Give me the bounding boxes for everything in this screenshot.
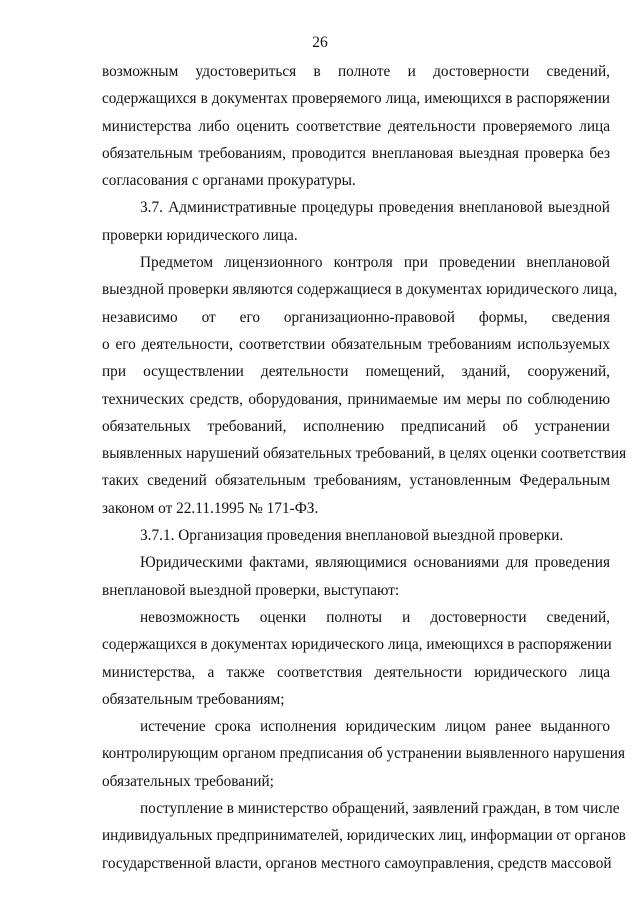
- paragraph-p4: [102, 522, 610, 549]
- text-line: государственной власти, органов местного самоуправления, средств массовой: [102, 854, 612, 872]
- text-line: законом от 22.11.1995 № 171-ФЗ.: [102, 499, 319, 517]
- text-line: истечение срока исполнения юридическим лицом ранее выданного: [140, 718, 610, 736]
- text-line: согласования с органами прокуратуры.: [102, 172, 356, 190]
- text-line: обязательным требованиям, проводится внеплановая выездная проверка без: [102, 144, 610, 162]
- text-line: обязательным требованиям;: [102, 690, 285, 708]
- text-line: контролирующим органом предписания об устранении выявленного нарушения: [102, 745, 626, 763]
- text-line: обязательных требований, исполнению предписаний об устранении: [102, 417, 610, 435]
- text-line: обязательных требований;: [102, 772, 274, 790]
- paragraph-p3: [102, 249, 627, 522]
- text-line: невозможность оценки полноты и достоверности сведений,: [140, 608, 610, 626]
- text-line: поступление в министерство обращений, заявлений граждан, в том числе: [140, 800, 620, 818]
- document-body: [102, 58, 627, 877]
- text-line: Юридическими фактами, являющимися основаниями для проведения: [140, 554, 610, 572]
- paragraph-p5: [102, 549, 610, 604]
- paragraph-p2: [102, 194, 610, 249]
- text-line: при осуществлении деятельности помещений, зданий, сооружений,: [102, 363, 610, 381]
- text-line: таких сведений обязательным требованиям, установленным Федеральным: [102, 472, 610, 490]
- text-line: 3.7. Административные процедуры проведения внеплановой выездной: [140, 199, 610, 217]
- text-line: содержащихся в документах юридического лица, имеющихся в распоряжении: [102, 636, 612, 654]
- paragraph-p1: [102, 58, 610, 194]
- text-line: индивидуальных предпринимателей, юридических лиц, информации от органов: [102, 827, 626, 845]
- text-line: о его деятельности, соответствии обязательным требованиям используемых: [102, 335, 610, 353]
- text-line: проверки юридического лица.: [102, 226, 298, 244]
- text-line: независимо от его организационно-правовой формы, сведения: [102, 308, 610, 326]
- text-line: выявленных нарушений обязательных требований, в целях оценки соответствия: [102, 445, 627, 463]
- text-line: министерства, а также соответствия деятельности юридического лица: [102, 663, 610, 681]
- text-line: технических средств, оборудования, принимаемые им меры по соблюдению: [102, 390, 610, 408]
- page-number: 26: [312, 34, 328, 51]
- text-line: выездной проверки являются содержащиеся в документах юридического лица,: [102, 281, 618, 299]
- paragraph-p6: [102, 604, 610, 713]
- paragraph-p8: [102, 795, 626, 877]
- text-line: внеплановой выездной проверки, выступают:: [102, 581, 400, 599]
- text-line: возможным удостовериться в полноте и достоверности сведений,: [102, 63, 610, 80]
- text-line: 3.7.1. Организация проведения внеплановой выездной проверки.: [140, 527, 564, 545]
- text-line: министерства либо оценить соответствие деятельности проверяемого лица: [102, 117, 610, 135]
- text-line: Предметом лицензионного контроля при проведении внеплановой: [140, 254, 610, 272]
- paragraph-p7: [102, 713, 626, 795]
- text-line: содержащихся в документах проверяемого лица, имеющихся в распоряжении: [102, 90, 610, 108]
